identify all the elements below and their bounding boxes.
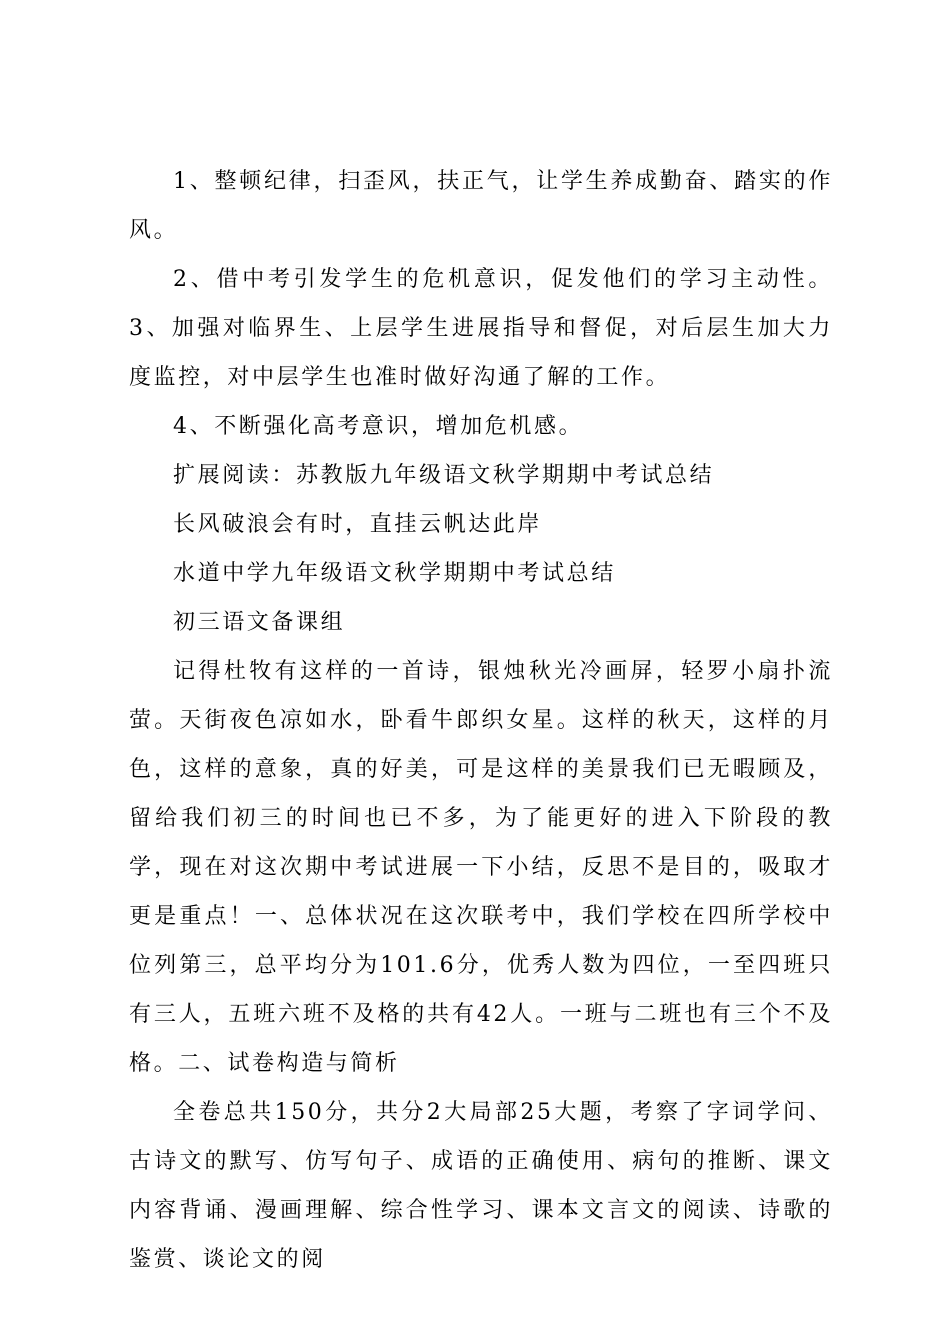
paragraph-3: 4、不断强化高考意识，增加危机感。 — [173, 414, 584, 439]
paragraph-1: 1、整顿纪律，扫歪风，扶正气，让学生养成勤奋、踏实的作风。 — [129, 169, 833, 243]
paragraph-7: 初三语文备课组 — [173, 610, 346, 635]
paragraph-8: 记得杜牧有这样的一首诗，银烛秋光冷画屏，轻罗小扇扑流萤。天街夜色凉如水，卧看牛郎织女星。这样的秋天，这样的月色，这样的意象，真的好美，可是这样的美景我们已无暇顾及，留给我们初三的时间也已不多，为了能更好的进入下阶段的教学，现在对这次期中考试进展一下小结，反思不是目的，吸取才更是重点！一、总体状况在这次联考中，我们学校在四所学校中位列第三，总平均分为101.6分，优秀人数为四位，一至四班只有三人，五班六班不及格的共有42人。一班与二班也有三个不及格。二、试卷构造与简析 — [129, 659, 833, 1076]
paragraph-6: 水道中学九年级语文秋学期期中考试总结 — [173, 561, 616, 586]
paragraph-9: 全卷总共150分，共分2大局部25大题，考察了字词学问、古诗文的默写、仿写句子、成语的正确使用、病句的推断、课文内容背诵、漫画理解、综合性学习、课本文言文的阅读、诗歌的鉴赏、谈论文的阅 — [129, 1100, 833, 1272]
document-body — [129, 157, 833, 1284]
paragraph-2: 2、借中考引发学生的危机意识，促发他们的学习主动性。3、加强对临界生、上层学生进展指导和督促，对后层生加大力度监控，对中层学生也准时做好沟通了解的工作。 — [129, 267, 833, 390]
paragraph-4: 扩展阅读：苏教版九年级语文秋学期期中考试总结 — [173, 463, 715, 488]
paragraph-5: 长风破浪会有时，直挂云帆达此岸 — [173, 512, 543, 537]
